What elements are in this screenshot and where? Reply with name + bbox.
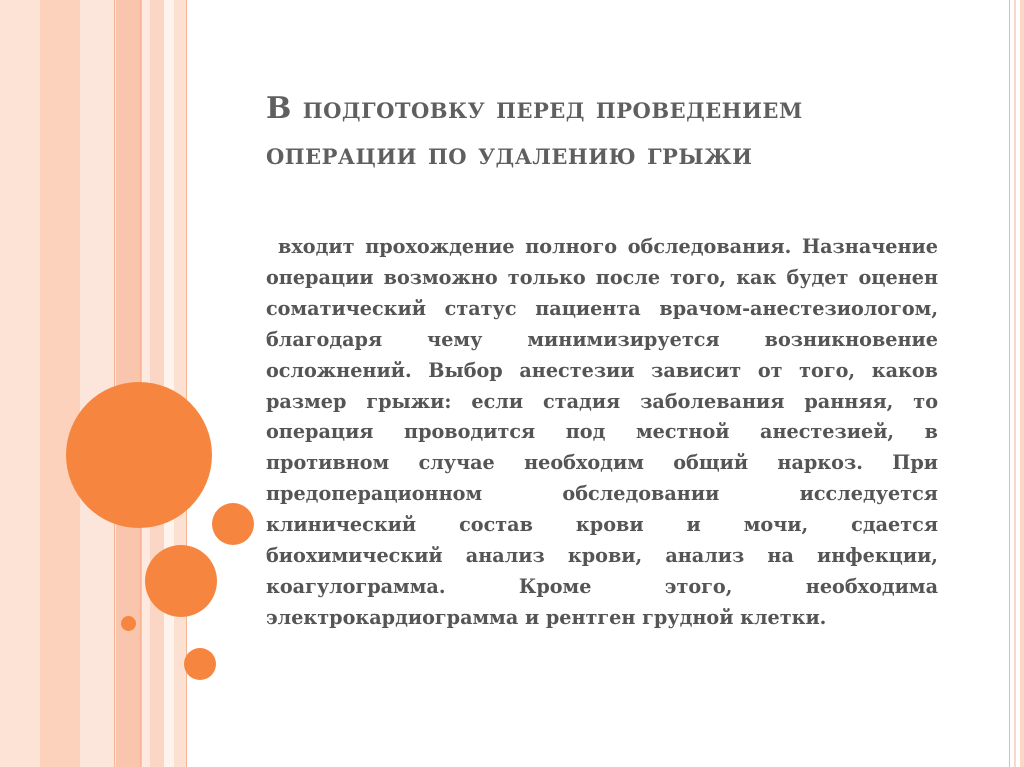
decorative-circle-small <box>212 503 254 545</box>
right-edge-stripe <box>1014 0 1016 767</box>
right-edge-stripe <box>1009 0 1010 767</box>
slide-title: В подготовку перед проведением операции по удалению грыжи <box>266 91 803 172</box>
right-edge-stripe <box>1020 0 1024 767</box>
stripe-line <box>186 0 187 767</box>
stripe <box>80 0 116 767</box>
stripe <box>174 0 186 767</box>
stripe <box>40 0 80 767</box>
slide-body-text: входит прохождение полного обследования. Назначение операции возможно только после того, как будет оценен соматический статус пациента врачом-анестезиологом, благодаря чему минимизируется возникновение осложнений. Выбор анестезии зависит от того, каков размер грыжи: если стадия заболевания ранняя, то операция проводится под местной анестезией, в противном случае необходим общий наркоз. При предоперационном обследовании исследуется клинический состав крови и мочи, сдается биохимический анализ крови, анализ на инфекции, коагулограмма. Кроме этого, необходима электрокардиограмма и рентген грудной клетки. <box>266 235 938 629</box>
decorative-circle-tiny <box>121 616 136 631</box>
stripe <box>0 0 40 767</box>
decorative-circle-medium <box>145 545 217 617</box>
decorative-stripes <box>0 0 200 767</box>
decorative-circle-large <box>66 382 212 528</box>
decorative-circle-small <box>184 648 216 680</box>
stripe <box>164 0 174 767</box>
stripe-line <box>114 0 115 767</box>
